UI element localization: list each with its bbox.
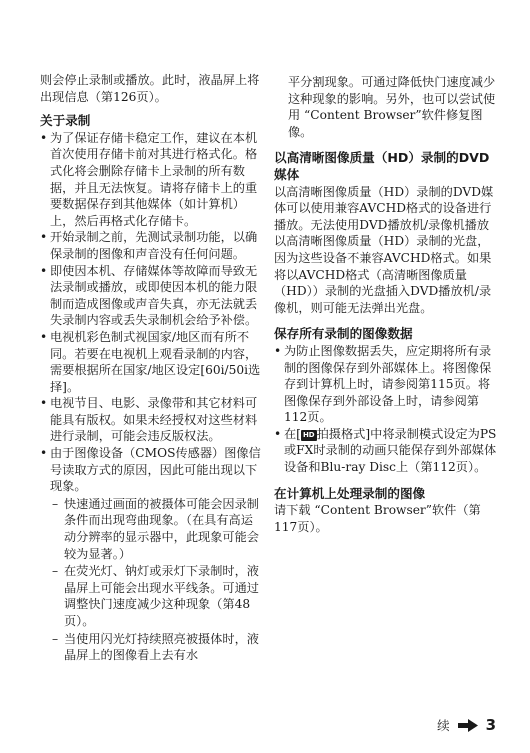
heading-save-image-data: 保存所有录制的图像数据 — [274, 326, 413, 342]
cmos-note-text: 由于图像设备（CMOS传感器）图像信号读取方式的原因，因此可能出现以下现象。 — [50, 446, 261, 494]
intro-text: 则会停止录制或播放。此时，液晶屏上将出现信息（第126页）。 — [40, 73, 260, 104]
list-item: • 电视节目、电影、录像带和其它材料可能具有版权。如果未经授权对这些材料进行录制，可能会违反版权法。 — [40, 395, 262, 445]
save-note-suffix: 拍摄格式]中将录制模式设定为PS或FX时录制的动画只能保存到外部媒体设备和Blu-ray Disc上（第112页）。 — [284, 426, 497, 475]
list-item — [40, 445, 262, 664]
heading-process-on-computer: 在计算机上处理录制的图像 — [274, 485, 426, 501]
list-item: • 开始录制之前，先测试录制功能，以确保录制的图像和声音没有任何问题。 — [40, 229, 262, 262]
recording-notes-list — [40, 130, 262, 664]
heading-about-recording: 关于录制 — [40, 113, 91, 129]
list-item: • 为防止图像数据丢失，应定期将所有录制的图像保存到外部媒体上。将图像保存到计算机上时，请参阅第115页。将图像保存到外部设备上时，请参阅第112页。 — [274, 343, 498, 426]
list-item — [274, 426, 498, 476]
heading-hd-dvd-media: 以高清晰图像质量（HD）录制的DVD媒体 — [274, 150, 490, 182]
left-column — [40, 72, 262, 665]
save-note-prefix: 在[ — [284, 426, 301, 441]
list-item: • 电视机彩色制式视国家/地区而有所不同。若要在电视机上观看录制的内容，需要根据所在国家/地区设定[60i/50i选择]。 — [40, 329, 262, 395]
save-notes-list — [274, 343, 498, 476]
phenomena-list — [50, 496, 262, 664]
list-item: – 快速通过画面的被摄体可能会因录制条件而出现弯曲现象。（在具有高运动分辨率的显示器中，此现象可能会较为显著。） — [50, 496, 262, 562]
page-number: 3 — [485, 716, 496, 734]
hd-dvd-paragraph: 以高清晰图像质量（HD）录制的DVD媒体可以使用兼容AVCHD格式的设备进行播放。无法使用DVD播放机/录像机播放以高清晰图像质量（HD）录制的光盘，因为这些设备不兼容AVCHD格式。如果将以AVCHD格式（高清晰图像质量（HD））录制的光盘插入DVD播放机/录像机，则可能无法弹出光盘。 — [274, 184, 494, 315]
computer-paragraph: 请下载 “Content Browser”软件（第117页）。 — [274, 503, 481, 534]
list-item: • 为了保证存储卡稳定工作，建议在本机首次使用存储卡前对其进行格式化。格式化将会删除存储卡上录制的所有数据，并且无法恢复。请将存储卡上的重要数据保存到其他媒体（如计算机）上，然后再格式化存储卡。 — [40, 130, 262, 230]
right-arrow-icon — [458, 719, 478, 735]
list-item: – 当使用闪光灯持续照亮被摄体时，液晶屏上的图像看上去有水 — [50, 631, 262, 664]
list-item: • 即使因本机、存储媒体等故障而导致无法录制或播放，或即使因本机的能力限制而造成图像或声音失真，亦无法就丢失录制内容或丢失录制机会给予补偿。 — [40, 263, 262, 329]
right-column — [274, 74, 498, 535]
continued-label: 续 — [437, 718, 450, 733]
list-item: – 在荧光灯、钠灯或汞灯下录制时，液晶屏上可能会出现水平线条。可通过调整快门速度减少这种现象（第48页）。 — [50, 563, 262, 629]
page-footer — [437, 716, 496, 735]
hd-quality-icon: HD — [302, 430, 315, 439]
dash-continuation-text: 平分割现象。可通过降低快门速度减少这种现象的影响。另外，也可以尝试使用 “Content Browser”软件修复图像。 — [288, 75, 496, 139]
